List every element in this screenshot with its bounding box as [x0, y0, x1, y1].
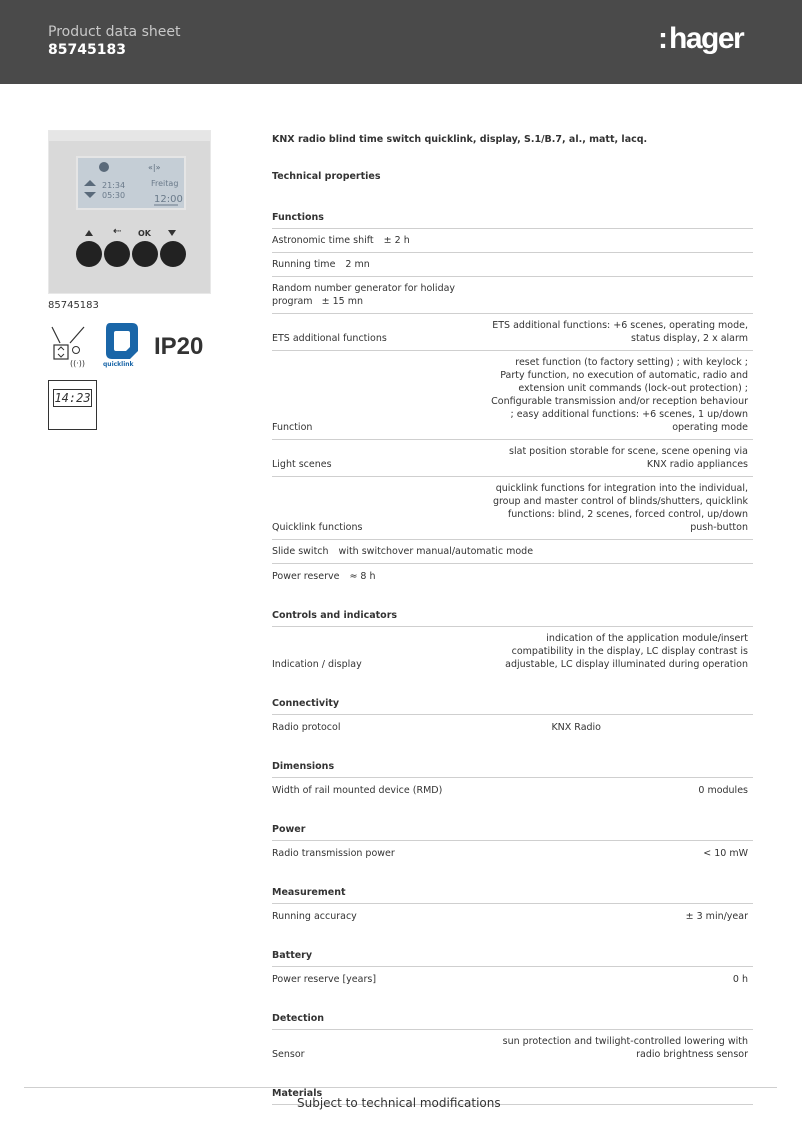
spec-label: ETS additional functions — [272, 333, 387, 344]
spec-row-quicklink — [272, 477, 753, 540]
spec-row-light-scenes — [272, 440, 753, 477]
spec-label: Power reserve — [272, 571, 340, 582]
section-measurement — [272, 887, 753, 928]
spec-label: Indication / display — [272, 659, 362, 670]
spec-value: ± 2 h — [383, 235, 410, 246]
section-power — [272, 824, 753, 865]
spec-value: quicklink functions for integration into the individual, group and master control of blinds/shutters, quicklink functions: blind, 2 scenes, forced control, up/down push-button — [492, 483, 748, 533]
spec-value: 2 mn — [345, 259, 370, 270]
section-heading: Connectivity — [272, 698, 753, 715]
spec-label: Light scenes — [272, 459, 332, 470]
spec-label — [272, 282, 472, 308]
spec-row-random — [272, 277, 753, 314]
product-button-1 — [76, 241, 102, 267]
product-button-4 — [160, 241, 186, 267]
product-title: KNX radio blind time switch quicklink, display, S.1/B.7, al., matt, lacq. — [272, 134, 648, 145]
section-battery — [272, 950, 753, 991]
spec-label: Running time — [272, 259, 336, 270]
spec-row-years — [272, 967, 753, 991]
spec-label: Width of rail mounted device (RMD) — [272, 785, 443, 796]
up-arrow-icon — [85, 229, 93, 237]
lcd-time: 12:00 — [154, 194, 183, 205]
back-arrow-icon: ⇠ — [113, 226, 122, 237]
section-heading: Detection — [272, 1013, 753, 1030]
doc-type: Product data sheet — [48, 24, 181, 40]
spec-value: sun protection and twilight-controlled lowering with radio brightness sensor — [502, 1036, 748, 1060]
spec-row-width — [272, 778, 753, 802]
lcd-line-2: 05:30 — [102, 191, 126, 200]
page-header — [0, 0, 802, 84]
product-lcd — [76, 156, 186, 210]
spec-value: ≈ 8 h — [349, 571, 376, 582]
spec-value: indication of the application module/insert compatibility in the display, LC display contrast is adjustable, LC display illuminated during operation — [505, 633, 748, 670]
footer-divider — [24, 1087, 777, 1088]
section-controls — [272, 610, 753, 676]
product-button-2 — [104, 241, 130, 267]
ok-label: OK — [138, 229, 151, 238]
spec-row-astronomic — [272, 229, 753, 253]
spec-label: Radio protocol — [272, 722, 341, 733]
down-arrow-icon — [168, 229, 176, 237]
clock-digits: 14:23 — [54, 391, 91, 405]
technical-properties-heading: Technical properties — [272, 171, 381, 182]
main-content — [272, 134, 753, 1105]
spec-label-text: Random number generator for holiday program — [272, 283, 456, 307]
section-heading: Dimensions — [272, 761, 753, 778]
spec-label: Slide switch — [272, 546, 329, 557]
spec-row-slide-switch — [272, 540, 753, 564]
brand-dots-icon: : — [658, 22, 668, 55]
spec-row-running-time — [272, 253, 753, 277]
product-sku: 85745183 — [48, 300, 99, 311]
spec-value: 0 modules — [698, 785, 748, 796]
spec-label: Quicklink functions — [272, 522, 363, 533]
spec-value: ± 3 min/year — [685, 911, 748, 922]
spec-value: ETS additional functions: +6 scenes, operating mode, status display, 2 x alarm — [492, 320, 748, 344]
section-heading: Functions — [272, 212, 753, 229]
section-dimensions — [272, 761, 753, 802]
spec-value: < 10 mW — [703, 848, 748, 859]
clock-display-icon — [48, 380, 97, 430]
ip-rating: IP20 — [154, 333, 204, 360]
spec-row-tx-power — [272, 841, 753, 865]
section-heading: Power — [272, 824, 753, 841]
spec-value: KNX Radio — [551, 722, 601, 733]
doc-number: 85745183 — [48, 42, 126, 58]
spec-value: 0 h — [732, 974, 748, 985]
svg-text:«|»: «|» — [148, 163, 161, 172]
spec-row-sensor — [272, 1030, 753, 1066]
spec-label: Radio transmission power — [272, 848, 395, 859]
spec-label: Function — [272, 422, 313, 433]
section-functions — [272, 212, 753, 588]
product-top-band — [49, 131, 210, 141]
spec-label: Astronomic time shift — [272, 235, 374, 246]
spec-row-ets — [272, 314, 753, 351]
radio-timer-icon — [48, 323, 94, 369]
section-heading: Battery — [272, 950, 753, 967]
product-image — [48, 130, 211, 294]
spec-row-power-reserve — [272, 564, 753, 588]
quicklink-label: quicklink — [103, 361, 134, 368]
spec-label: Running accuracy — [272, 911, 357, 922]
spec-value: with switchover manual/automatic mode — [338, 546, 534, 557]
lcd-day: Freitag — [151, 179, 179, 188]
section-connectivity — [272, 698, 753, 739]
spec-row-function — [272, 351, 753, 440]
left-column — [48, 130, 213, 430]
brand-name: hager — [669, 22, 744, 55]
spec-label: Sensor — [272, 1049, 305, 1060]
certification-icons — [48, 323, 213, 371]
spec-value: reset function (to factory setting) ; with keylock ; Party function, no execution of automatic, radio and extension unit commands (lock-out protection) ; Configurable transmission and/or reception behaviour ; easy additional functions: +6 scenes, 1 up/down operating mode — [491, 357, 748, 433]
lcd-content-icon — [78, 158, 184, 208]
section-heading: Controls and indicators — [272, 610, 753, 627]
spec-row-accuracy — [272, 904, 753, 928]
spec-value: ± 15 mn — [321, 296, 363, 307]
footer-note: Subject to technical modifications — [297, 1096, 501, 1110]
lcd-line-1: 21:34 — [102, 181, 126, 190]
quicklink-icon — [102, 319, 142, 359]
section-heading: Materials — [272, 1088, 753, 1105]
spec-label: Power reserve [years] — [272, 974, 377, 985]
section-detection — [272, 1013, 753, 1066]
product-button-3 — [132, 241, 158, 267]
section-heading: Measurement — [272, 887, 753, 904]
spec-row-indication — [272, 627, 753, 676]
brand-logo — [658, 22, 743, 56]
svg-text:((·)): ((·)) — [70, 359, 86, 368]
spec-row-radio-protocol — [272, 715, 753, 739]
spec-value: slat position storable for scene, scene opening via KNX radio appliances — [509, 446, 748, 470]
